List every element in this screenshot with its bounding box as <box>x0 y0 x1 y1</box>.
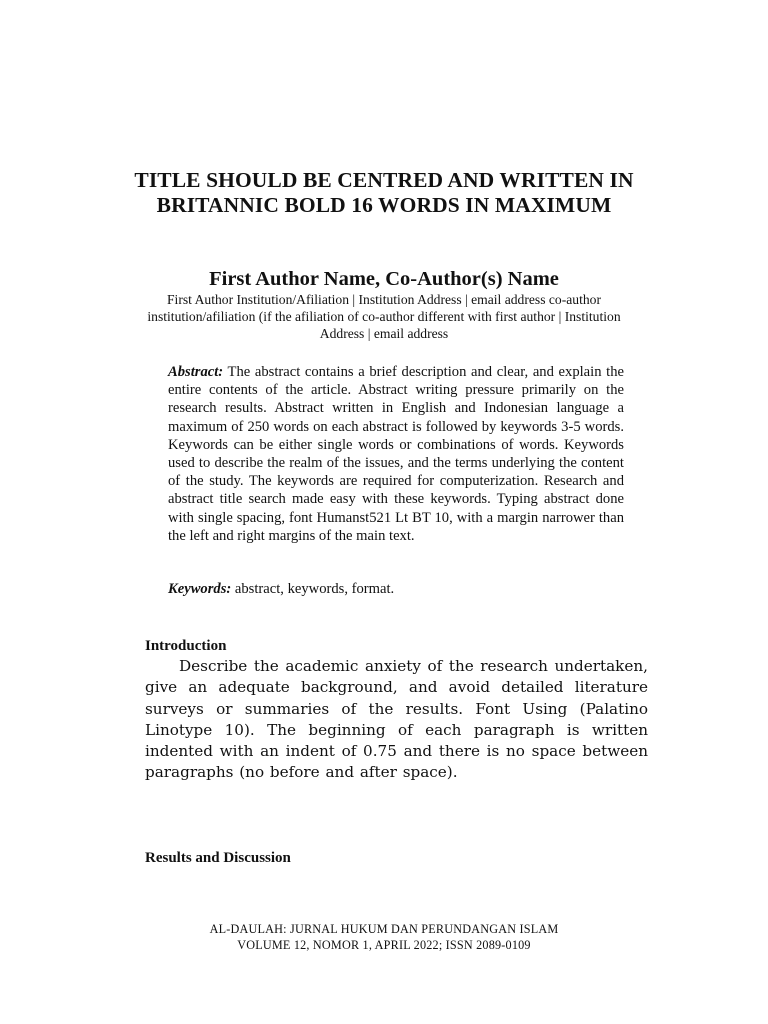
keywords-label: Keywords: <box>168 581 232 597</box>
introduction-heading: Introduction <box>145 638 227 654</box>
footer-volume-info: VOLUME 12, NOMOR 1, APRIL 2022; ISSN 2089-0109 <box>237 937 531 952</box>
introduction-paragraph: Describe the academic anxiety of the research undertaken, give an adequate background, and avoid detailed literature surveys or summaries of the results. Font Using (Palatino Linotype 10). The beginning of each paragraph is written indented with an indent of 0.75 and there is no space between paragraphs (no before and after space). <box>145 657 648 782</box>
journal-footer <box>120 922 648 953</box>
keywords-text: abstract, keywords, format. <box>234 581 395 597</box>
footer-journal-name: AL-DAULAH: JURNAL HUKUM DAN PERUNDANGAN ISLAM <box>209 922 559 936</box>
abstract-label: Abstract: <box>168 364 224 380</box>
results-discussion-heading: Results and Discussion <box>145 850 291 866</box>
author-names: First Author Name, Co-Author(s) Name <box>209 268 559 290</box>
abstract-block <box>168 363 624 545</box>
keywords-block <box>168 580 624 598</box>
paper-title: TITLE SHOULD BE CENTRED AND WRITTEN IN BRITANNIC BOLD 16 WORDS IN MAXIMUM <box>134 168 634 217</box>
author-affiliation: First Author Institution/Afiliation | Institution Address | email address co-author institution/afiliation (if the afiliation of co-author different with first author | Institution Address | email address <box>147 292 621 341</box>
abstract-text: The abstract contains a brief description and clear, and explain the entire contents of the article. Abstract writing pressure primarily on the research results. Abstract written in English and Indonesian language a maximum of 250 words on each abstract is followed by keywords 3-5 words. Keywords can be either single words or combinations of words. Keywords used to describe the realm of the issues, and the terms underlying the content of the study. The keywords are required for computerization. Research and abstract title search made easy with these keywords. Typing abstract done with single spacing, font Humanst521 Lt BT 10, with a margin narrower than the left and right margins of the main text. <box>168 364 624 544</box>
